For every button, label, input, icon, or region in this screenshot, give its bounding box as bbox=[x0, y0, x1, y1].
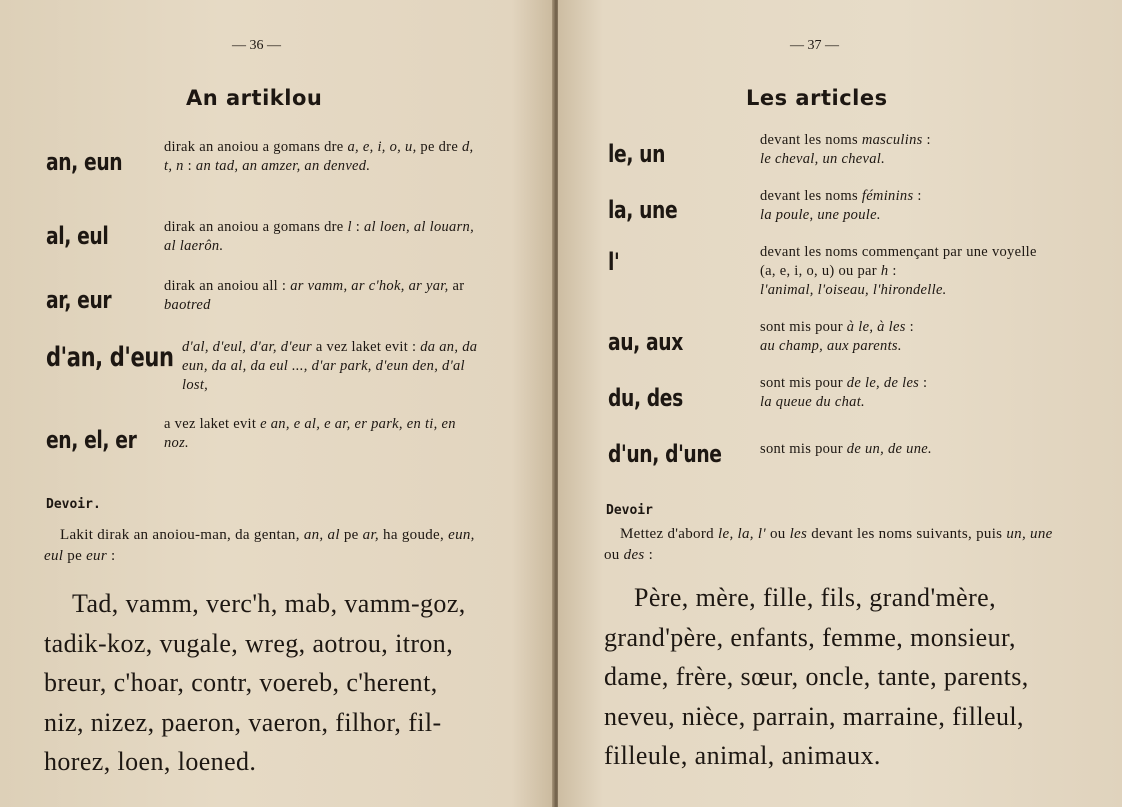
word-line: Père, mère, fille, fils, grand'mère, bbox=[634, 583, 996, 612]
article-term: al, eul bbox=[46, 222, 109, 250]
word-list bbox=[44, 584, 524, 782]
article-description: dirak an anoiou a gomans dre l : al loen, al louarn, al laerôn. bbox=[164, 219, 475, 254]
article-description: sont mis pour de un, de une. bbox=[760, 441, 932, 457]
devoir-heading: Devoir bbox=[606, 503, 653, 518]
page-title: Les articles bbox=[746, 86, 888, 110]
word-line: filleule, animal, animaux. bbox=[604, 741, 881, 770]
article-description: sont mis pour de le, de les : la queue du chat. bbox=[760, 375, 928, 410]
article-term: le, un bbox=[608, 140, 666, 168]
article-term: du, des bbox=[608, 384, 683, 412]
article-description: a vez laket evit e an, e al, e ar, er park, en ti, en noz. bbox=[164, 416, 456, 451]
word-line: tadik-koz, vugale, wreg, aotrou, itron, bbox=[44, 628, 454, 658]
devoir-instruction: Mettez d'abord le, la, l' ou les devant les noms suivants, puis un, une ou des : bbox=[604, 526, 1053, 563]
article-term: l' bbox=[608, 248, 620, 276]
page-title: An artiklou bbox=[186, 86, 323, 110]
word-line: neveu, nièce, parrain, marraine, filleul, bbox=[604, 701, 1024, 731]
article-term: d'un, d'une bbox=[608, 440, 722, 468]
article-description: devant les noms commençant par une voyelle (a, e, i, o, u) ou par h : l'animal, l'oiseau, l'hirondelle. bbox=[760, 244, 1037, 298]
article-description: dirak an anoiou a gomans dre a, e, i, o, u, pe dre d, t, n : an tad, an amzer, an denved. bbox=[164, 139, 474, 174]
article-term: au, aux bbox=[608, 328, 683, 356]
word-list bbox=[604, 578, 1104, 776]
devoir-heading: Devoir. bbox=[46, 497, 101, 512]
left-page bbox=[0, 0, 556, 807]
article-term: la, une bbox=[608, 196, 678, 224]
page-number: — 37 — bbox=[790, 38, 839, 53]
article-description: sont mis pour à le, à les : au champ, aux parents. bbox=[760, 319, 914, 354]
right-page bbox=[558, 0, 1122, 807]
word-line: niz, nizez, paeron, vaeron, filhor, fil- bbox=[44, 707, 442, 737]
word-line: horez, loen, loened. bbox=[44, 747, 257, 776]
word-line: Tad, vamm, verc'h, mab, vamm-goz, bbox=[72, 589, 466, 618]
article-description: dirak an anoiou all : ar vamm, ar c'hok, ar yar, ar baotred bbox=[164, 278, 465, 313]
article-description: devant les noms féminins : la poule, une poule. bbox=[760, 188, 922, 223]
article-term: ar, eur bbox=[46, 286, 112, 314]
article-term: en, el, er bbox=[46, 426, 137, 454]
word-line: dame, frère, sœur, oncle, tante, parents, bbox=[604, 662, 1029, 691]
article-description: devant les noms masculins : le cheval, un cheval. bbox=[760, 132, 931, 167]
article-term: d'an, d'eun bbox=[46, 342, 174, 373]
page-number: — 36 — bbox=[232, 38, 281, 53]
word-line: breur, c'hoar, contr, voereb, c'herent, bbox=[44, 668, 438, 697]
devoir-instruction: Lakit dirak an anoiou-man, da gentan, an, al pe ar, ha goude, eun, eul pe eur : bbox=[44, 527, 475, 564]
word-line: grand'père, enfants, femme, monsieur, bbox=[604, 622, 1016, 652]
article-description: d'al, d'eul, d'ar, d'eur a vez laket evit : da an, da eun, da al, da eul ..., d'ar park, d'eun den, d'al lost, bbox=[182, 339, 478, 393]
article-term: an, eun bbox=[46, 148, 123, 176]
